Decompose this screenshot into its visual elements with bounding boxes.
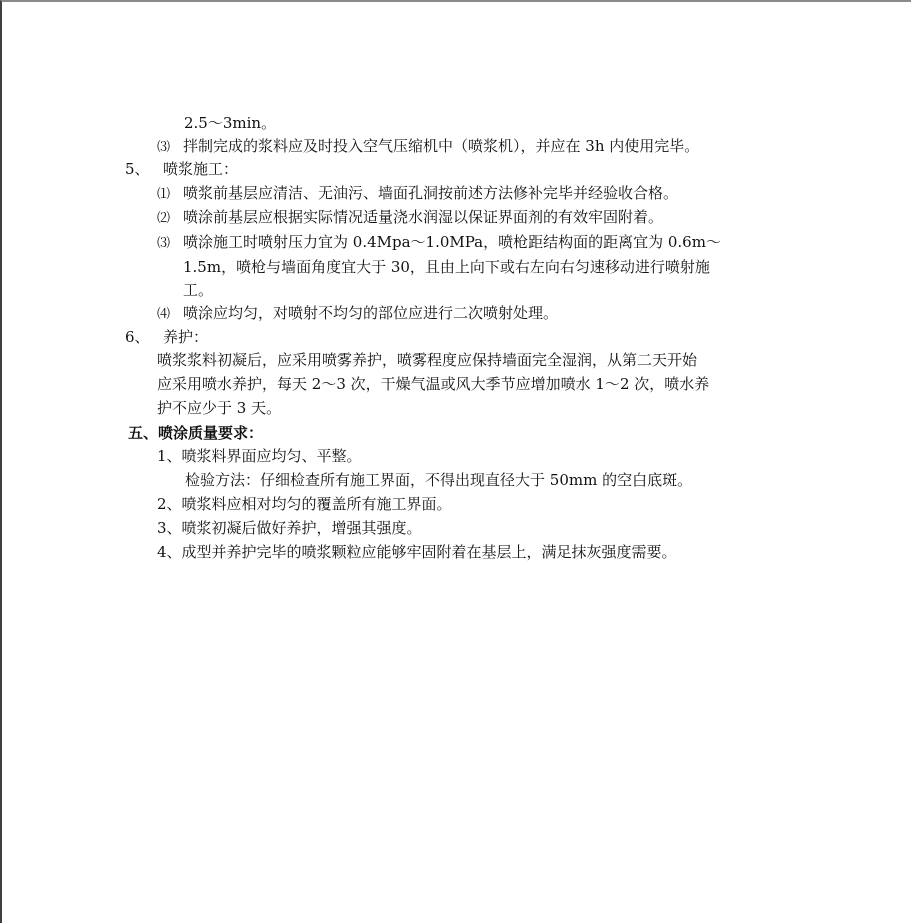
list-item	[157, 517, 422, 539]
list-item	[157, 541, 677, 563]
item-text: 喷涂施工时喷射压力宜为 0.4Mpa～1.0MPa，喷枪距结构面的距离宜为 0.6m～	[183, 233, 721, 251]
chapter-heading	[128, 422, 263, 444]
item-text-continued: 工。	[183, 281, 214, 299]
text-line	[184, 112, 276, 134]
item-number: ⑵	[157, 211, 171, 226]
list-item	[157, 231, 721, 253]
chapter-title: 五、喷涂质量要求：	[128, 424, 264, 442]
list-item	[157, 206, 663, 228]
section-heading	[125, 326, 208, 348]
section-title: 养护：	[163, 328, 209, 346]
paragraph-line	[157, 397, 281, 419]
text-line	[185, 469, 692, 491]
paragraph-text: 应采用喷水养护，每天 2～3 次，干燥气温或风大季节应增加喷水 1～2 次，喷水养	[157, 375, 710, 393]
list-item	[157, 135, 699, 157]
section-title: 喷浆施工：	[163, 160, 239, 178]
text-line	[183, 256, 710, 278]
item-text: 2、喷浆料应相对均匀的覆盖所有施工界面。	[157, 495, 452, 513]
item-text-continued: 1.5m，喷枪与墙面角度宜大于 30，且由上向下或右左向右匀速移动进行喷射施	[183, 258, 710, 276]
item-number: ⑶	[157, 140, 171, 155]
list-item	[157, 493, 452, 515]
item-text: 3、喷浆初凝后做好养护，增强其强度。	[157, 519, 422, 537]
item-number: ⑴	[157, 187, 171, 202]
section-number: 6、	[125, 328, 150, 346]
text-content: 2.5～3min。	[184, 114, 277, 132]
list-item	[157, 182, 678, 204]
section-number: 5、	[125, 160, 150, 178]
item-text: 拌制完成的浆料应及时投入空气压缩机中（喷浆机），并应在 3h 内使用完毕。	[183, 137, 700, 155]
item-number: ⑶	[157, 236, 171, 251]
paragraph-text: 喷浆浆料初凝后，应采用喷雾养护，喷雾程度应保持墙面完全湿润，从第二天开始	[157, 351, 698, 369]
item-number: ⑷	[157, 307, 171, 322]
list-item	[157, 302, 558, 324]
item-text: 4、成型并养护完毕的喷浆颗粒应能够牢固附着在基层上，满足抹灰强度需要。	[157, 543, 677, 561]
item-text: 喷涂前基层应根据实际情况适量浇水润湿以保证界面剂的有效牢固附着。	[183, 208, 664, 226]
item-text: 喷涂应均匀，对喷射不均匀的部位应进行二次喷射处理。	[183, 304, 559, 322]
paragraph-line	[157, 349, 697, 371]
inspection-method: 检验方法：仔细检查所有施工界面，不得出现直径大于 50mm 的空白底斑。	[185, 471, 693, 489]
paragraph-text: 护不应少于 3 天。	[157, 399, 282, 417]
list-item	[157, 445, 362, 467]
text-line	[183, 279, 213, 301]
paragraph-line	[157, 373, 709, 395]
item-text: 1、喷浆料界面应均匀、平整。	[157, 447, 362, 465]
section-heading	[125, 158, 238, 180]
item-text: 喷浆前基层应清洁、无油污、墙面孔洞按前述方法修补完毕并经验收合格。	[183, 184, 679, 202]
